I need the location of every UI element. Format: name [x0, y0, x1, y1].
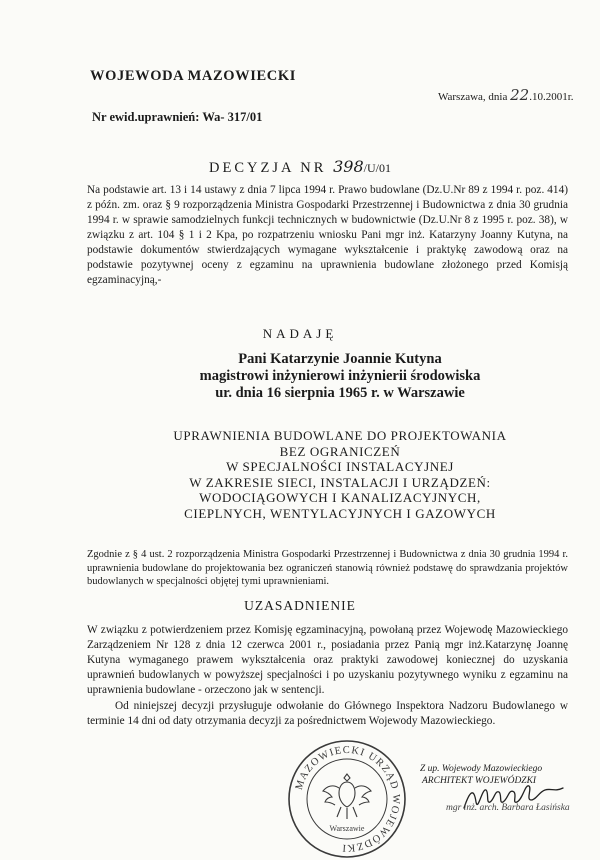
scope-line: W ZAKRESIE SIECI, INSTALACJI I URZĄDZEŃ: — [189, 474, 491, 490]
date-suffix: .10.2001r. — [529, 91, 574, 103]
issuing-authority: WOJEWODA MAZOWIECKI — [90, 68, 296, 84]
signatory-position: ARCHITEKT WOJEWÓDZKI — [422, 776, 537, 786]
registry-number: Nr ewid.uprawnień: Wa- 317/01 — [92, 110, 263, 124]
seal-ring-text: MAZOWIECKI URZĄD WOJEWÓDZKI — [293, 744, 402, 854]
signatory-name: mgr inż. arch. Barbara Łasińska — [446, 803, 570, 813]
legal-basis-paragraph: Na podstawie art. 13 i 14 ustawy z dnia 7 lipca 1994 r. Prawo budowlane (Dz.U.Nr 89 z 1994 r. poz. 414) z późn. zm. oraz § 9 rozporządzenia Ministra Gospodarki Przestrzennej i Budownictwa z dnia 30 grudnia 1994 r. w sprawie samodzielnych funkcji technicznych w budownictwie (Dz.U.Nr 8 z 1995 r. poz. 38), w związku z art. 104 § 1 i 2 Kpa, po rozpatrzeniu wniosku Pani mgr inż. Katarzyny Joanny Kutyna, na podstawie dokumentów stwierdzających wymagane wykształcenie i praktykę zawodową oraz na podstawie pozytywnej oceny z egzaminu na uprawnienia budowlane złożonego przed Komisją egzaminacyjną,- — [87, 184, 568, 286]
seal-bottom-text: Warszawie — [329, 824, 365, 833]
place-and-date — [438, 86, 574, 104]
official-seal-icon — [286, 738, 408, 860]
place-prefix: Warszawa, dnia — [438, 91, 508, 103]
scope-line: CIEPLNYCH, WENTYLACYJNYCH I GAZOWYCH — [184, 505, 496, 521]
justification-heading: UZASADNIENIE — [244, 598, 356, 613]
scope-line: BEZ OGRANICZEŃ — [279, 443, 401, 459]
handwritten-day: 22 — [510, 86, 530, 104]
svg-text:MAZOWIECKI URZĄD WOJEWÓDZKI — [294, 745, 401, 853]
scope-line: W SPECJALNOŚCI INSTALACYJNEJ — [226, 459, 454, 475]
handwritten-signature-icon — [456, 780, 576, 820]
decision-number-suffix: /U/01 — [363, 161, 391, 175]
recipient-birth: ur. dnia 16 sierpnia 1965 r. w Warszawie — [215, 385, 465, 401]
decision-title-text: DECYZJA NR — [209, 160, 327, 176]
grant-heading: NADAJĘ — [262, 326, 338, 341]
scope-line: WODOCIĄGOWYCH I KANALIZACYJNYCH, — [199, 490, 481, 506]
signature-authorization: Z up. Wojewody Mazowieckiego — [420, 764, 543, 774]
recipient-name: Pani Katarzynie Joannie Kutyna — [238, 351, 442, 367]
recipient-title: magistrowi inżynierowi inżynierii środowiska — [199, 368, 481, 384]
permission-scope — [110, 428, 570, 522]
decision-title — [0, 157, 600, 177]
handwritten-decision-number: 398 — [333, 157, 364, 176]
scope-line: UPRAWNIENIA BUDOWLANE DO PROJEKTOWANIA — [173, 428, 507, 443]
appeal-paragraph: Od niniejszej decyzji przysługuje odwołanie do Głównego Inspektora Nadzoru Budowlanego w terminie 14 dni od daty otrzymania decyzji za pośrednictwem Wojewody Mazowieckiego. — [87, 700, 568, 727]
verification-basis-paragraph: Zgodnie z § 4 ust. 2 rozporządzenia Ministra Gospodarki Przestrzennej i Budownictwa z dnia 30 grudnia 1994 r. uprawnienia budowlane do projektowania bez ograniczeń stanowią również podstawę do sprawdzania projektów budowlanych w specjalności objętej tymi uprawnieniami. — [87, 549, 568, 587]
justification-paragraph: W związku z potwierdzeniem przez Komisję egzaminacyjną, powołaną przez Wojewodę Mazowieckiego Zarządzeniem Nr 128 z dnia 12 czerwca 2001 r., posiadania przez Panią mgr inż.Katarzynę Joannę Kutyna wymaganego prawem wykształcenia oraz praktyki zawodowej koniecznej do uzyskania uprawnień budowlanych w powyższej specjalności i po uzyskaniu pozytywnego wyniku z egzaminu na uprawnienia budowlane - orzeczono jak w sentencji. — [87, 624, 568, 696]
